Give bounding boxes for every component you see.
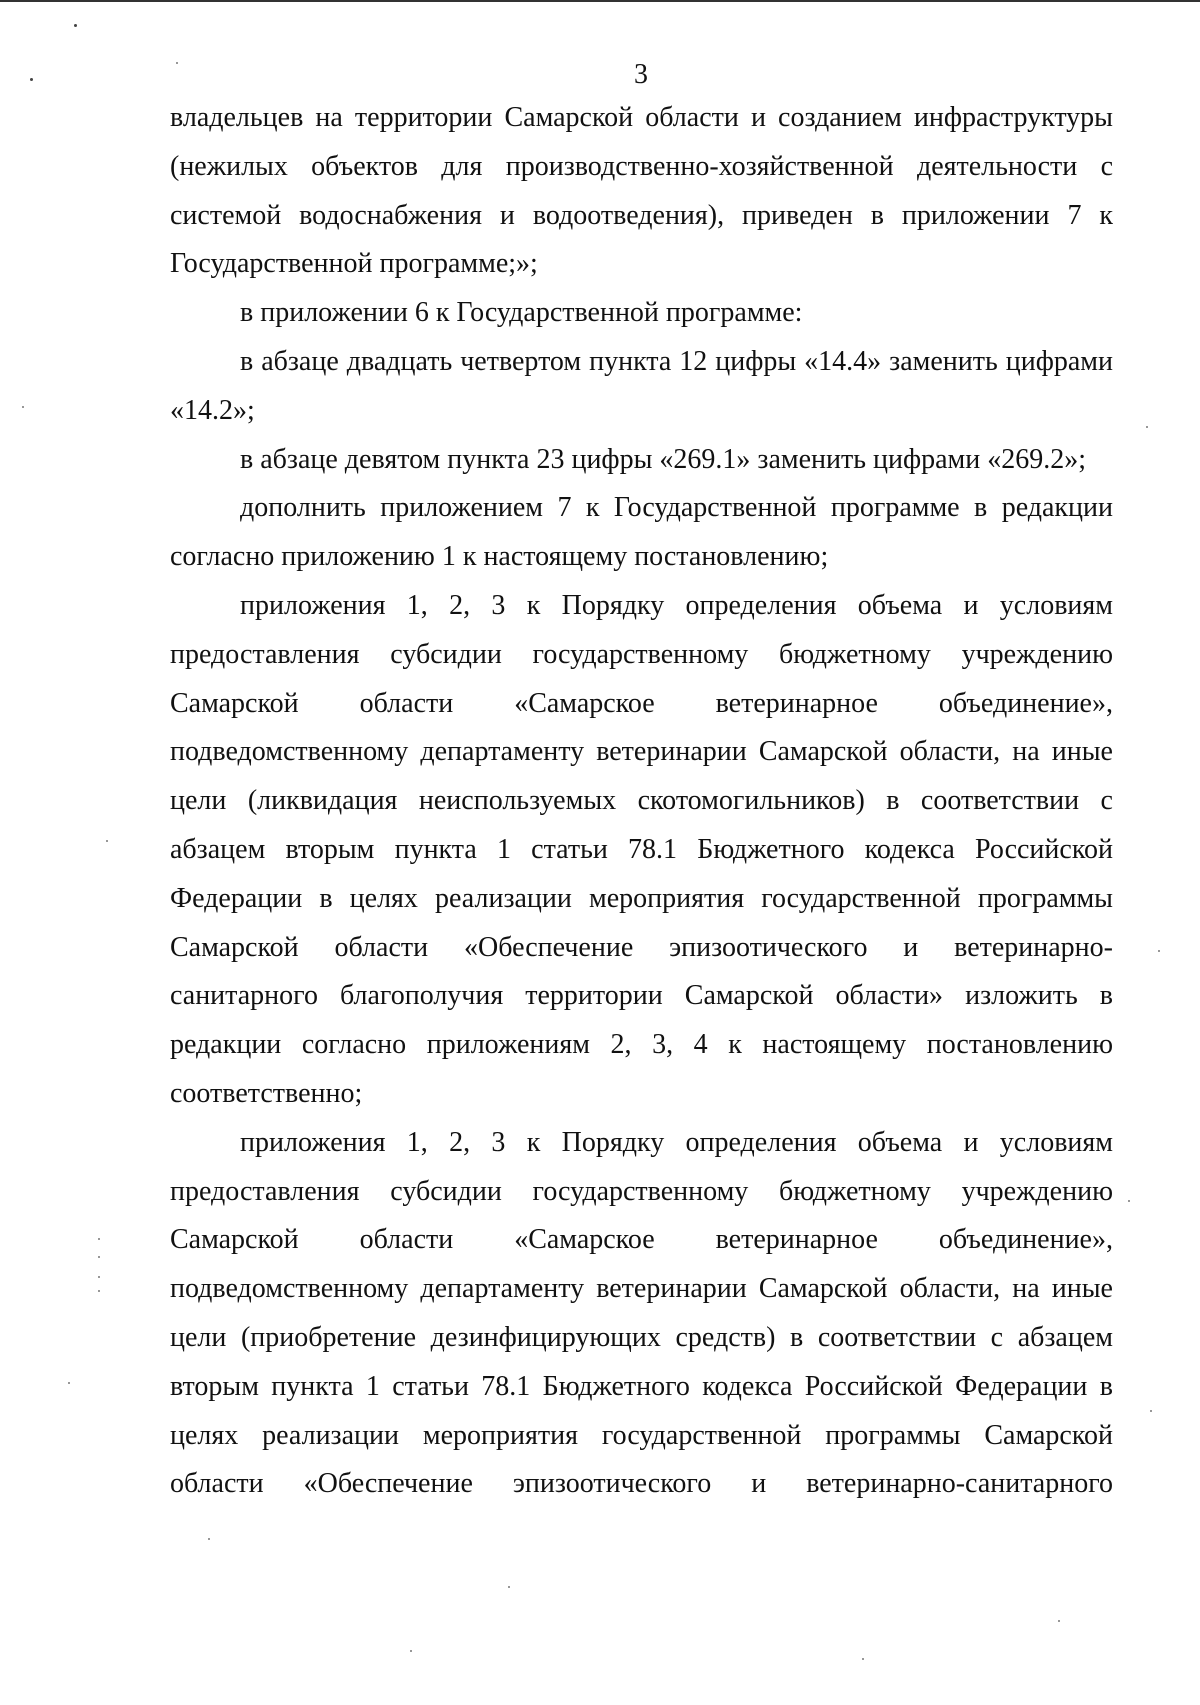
scan-top-edge [0, 0, 1200, 2]
scan-speck [98, 1256, 100, 1258]
scan-speck [410, 1650, 412, 1652]
document-body [170, 94, 1113, 1509]
page-number: 3 [634, 59, 648, 90]
scan-speck [98, 1276, 100, 1278]
scan-speck [106, 840, 108, 842]
scan-speck [1150, 1410, 1152, 1412]
scan-speck [68, 1382, 70, 1384]
scan-speck [98, 1290, 100, 1292]
scan-speck [208, 1538, 210, 1540]
scan-speck [74, 24, 77, 27]
scan-speck [1058, 1620, 1060, 1622]
scan-speck [30, 78, 33, 81]
paragraph-item-12: в абзаце двадцать четвертом пункта 12 цифры «14.4» заменить цифрами «14.2»; [170, 345, 1113, 426]
paragraph-appendix-6: в приложении 6 к Государственной программе: [240, 297, 803, 329]
paragraph-add-appendix-7: дополнить приложением 7 к Государственной программе в редакции согласно приложению 1 к настоящему постановлению; [170, 492, 1113, 573]
paragraph-appendices-liquidation: приложения 1, 2, 3 к Порядку определения объема и условиям предоставления субсидии государственному бюджетному учреждению Самарской области «Самарское ветеринарное объединение», подведомственному департаменту ветеринарии Самарской области, на иные цели (ликвидация неиспользуемых скотомогильников) в соответствии с абзацем вторым пункта 1 статьи 78.1 Бюджетного кодекса Российской Федерации в целях реализации мероприятия государственной программы Самарской области «Обеспечение эпизоотического и ветеринарно-санитарного благополучия территории Самарской области» изложить в редакции согласно приложениям 2, 3, 4 к настоящему постановлению соответственно; [170, 589, 1113, 1109]
scan-speck [98, 1238, 100, 1240]
paragraph-continuation: владельцев на территории Самарской области и созданием инфраструктуры (нежилых объектов для производственно-хозяйственной деятельности с системой водоснабжения и водоотведения), приведен в приложении 7 к Государственной программе;»; [170, 102, 1113, 280]
scan-speck [1146, 426, 1148, 428]
scan-speck [1128, 1200, 1130, 1202]
scan-speck [1158, 950, 1160, 952]
scan-speck [862, 1658, 864, 1660]
scan-speck [176, 62, 178, 64]
paragraph-appendices-disinfectants: приложения 1, 2, 3 к Порядку определения объема и условиям предоставления субсидии государственному бюджетному учреждению Самарской области «Самарское ветеринарное объединение», подведомственному департаменту ветеринарии Самарской области, на иные цели (приобретение дезинфицирующих средств) в соответствии с абзацем вторым пункта 1 статьи 78.1 Бюджетного кодекса Российской Федерации в целях реализации мероприятия государственной программы Самарской области «Обеспечение эпизоотического и ветеринарно-санитарного [170, 1126, 1113, 1500]
paragraph-item-23: в абзаце девятом пункта 23 цифры «269.1» заменить цифрами «269.2»; [240, 443, 1087, 475]
scan-speck [508, 1586, 510, 1588]
scan-speck [22, 406, 24, 408]
